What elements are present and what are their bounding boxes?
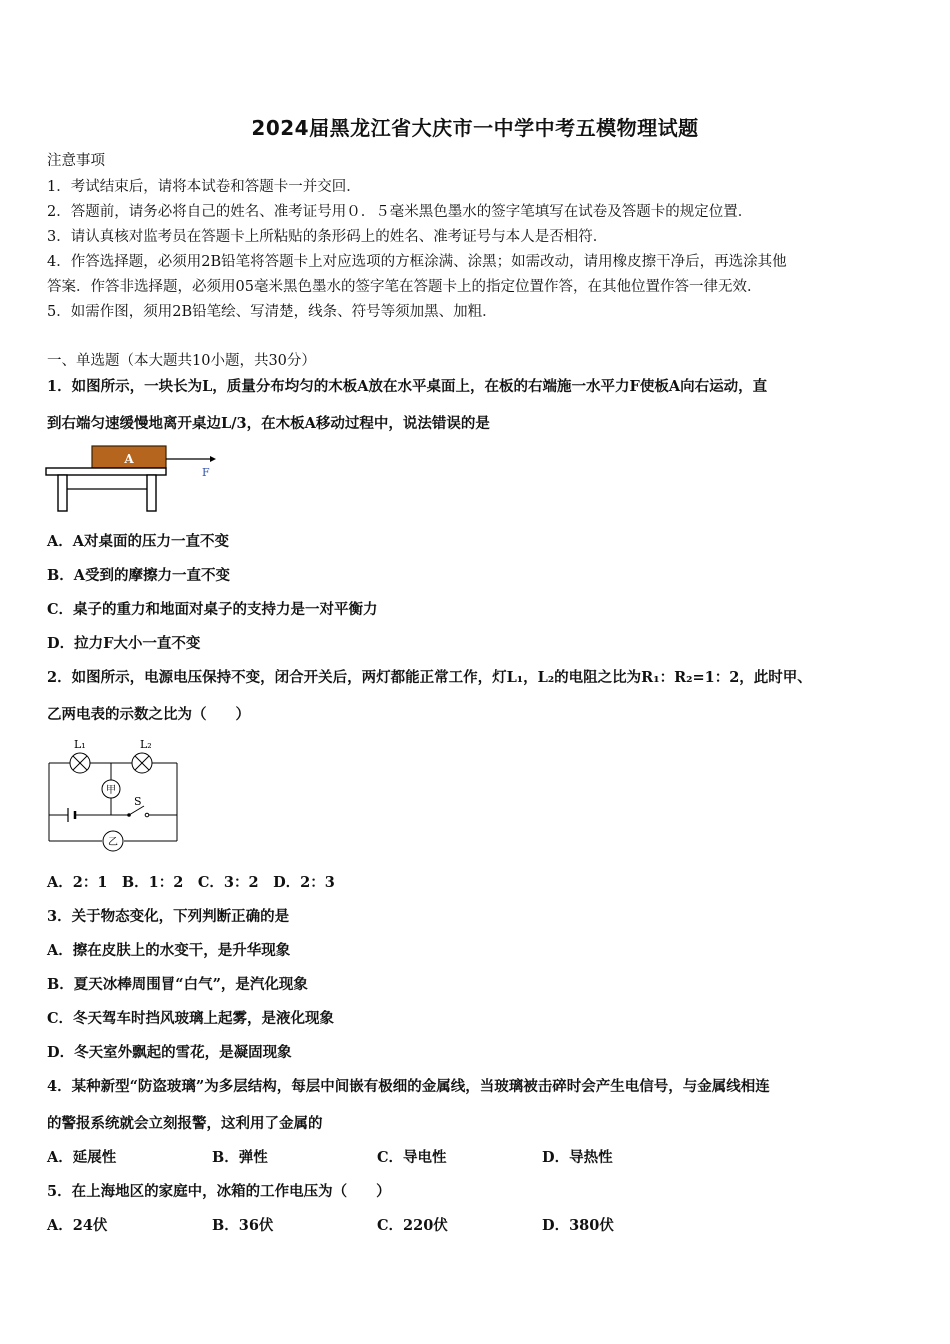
q1-table-figure (44, 442, 224, 516)
q3-option-b: B．夏天冰棒周围冒“白气”，是汽化现象 (47, 976, 308, 993)
meter-jia-label: 甲 (106, 785, 116, 796)
notice-item: 3．请认真核对监考员在答题卡上所粘贴的条形码上的姓名、准考证号与本人是否相符． (47, 229, 608, 245)
q5-option-c: C．220伏 (377, 1217, 448, 1234)
q5-stem: 5．在上海地区的家庭中，冰箱的工作电压为（ ） (47, 1183, 391, 1200)
q5-option-b: B．36伏 (212, 1217, 274, 1234)
q3-option-c: C．冬天驾车时挡风玻璃上起雾，是液化现象 (47, 1010, 335, 1027)
switch-contact (145, 813, 149, 817)
meter-yi-label: 乙 (108, 837, 118, 848)
notice-item: 答案．作答非选择题，必须用05毫米黑色墨水的签字笔在答题卡上的指定位置作答，在其他位置作答一律无效． (47, 279, 762, 295)
q1-option-c: C．桌子的重力和地面对桌子的支持力是一对平衡力 (47, 601, 378, 618)
table-leg-right (147, 475, 156, 511)
q3-option-d: D．冬天室外飘起的雪花，是凝固现象 (47, 1044, 292, 1061)
q4-stem-line1: 4．某种新型“防盗玻璃”为多层结构，每层中间嵌有极细的金属线，当玻璃被击碎时会产生电信号，与金属线相连 (47, 1078, 770, 1095)
q4-stem-line2: 的警报系统就会立刻报警，这利用了金属的 (47, 1115, 323, 1132)
switch-label: S (134, 795, 142, 808)
notice-item: 2．答题前，请务必将自己的姓名、准考证号用０．５毫米黑色墨水的签字笔填写在试卷及答题卡的规定位置． (47, 204, 753, 220)
q1-stem-line2: 到右端匀速缓慢地离开桌边L/3，在木板A移动过程中，说法错误的是 (47, 415, 490, 432)
force-label: F (202, 466, 210, 479)
q2-stem-line2: 乙两电表的示数之比为（ ） (47, 706, 250, 723)
l2-label: L₂ (140, 738, 152, 751)
q2-stem-line1: 2．如图所示，电源电压保持不变，闭合开关后，两灯都能正常工作，灯L₁，L₂的电阻之比为R₁：R₂=1：2，此时甲、 (47, 669, 812, 686)
notice-heading: 注意事项 (47, 153, 105, 169)
q5-option-a: A．24伏 (47, 1217, 108, 1234)
q4-option-b: B．弹性 (212, 1149, 268, 1166)
section-heading: 一、单选题（本大题共10小题，共30分） (47, 353, 316, 369)
q5-option-d: D．380伏 (542, 1217, 614, 1234)
board-label: A (124, 452, 134, 466)
notice-item: 4．作答选择题，必须用2B铅笔将答题卡上对应选项的方框涂满、涂黑；如需改动，请用橡皮擦干净后，再选涂其他 (47, 254, 787, 270)
force-arrow-head (210, 456, 216, 462)
q4-option-a: A．延展性 (47, 1149, 117, 1166)
l1-label: L₁ (74, 738, 86, 751)
notice-item: 5．如需作图，须用2B铅笔绘、写清楚，线条、符号等须加黑、加粗． (47, 304, 497, 320)
lamp-l1 (70, 753, 90, 773)
q1-option-d: D．拉力F大小一直不变 (47, 635, 201, 652)
q4-option-d: D．导热性 (542, 1149, 613, 1166)
table-top (46, 468, 166, 475)
table-leg-left (58, 475, 67, 511)
page-title: 2024届黑龙江省大庆市一中学中考五模物理试题 (251, 116, 699, 140)
q3-option-a: A．擦在皮肤上的水变干，是升华现象 (47, 942, 291, 959)
q3-stem: 3．关于物态变化，下列判断正确的是 (47, 908, 290, 925)
q2-options: A．2：1 B．1：2 C．3：2 D．2：3 (47, 874, 335, 891)
q1-option-a: A．A对桌面的压力一直不变 (47, 533, 229, 550)
lamp-l2 (132, 753, 152, 773)
q1-stem-line1: 1．如图所示，一块长为L，质量分布均匀的木板A放在水平桌面上，在板的右端施一水平力F使板A向右运动，直 (47, 378, 768, 395)
switch-pivot (127, 813, 131, 817)
q2-circuit-figure (44, 735, 184, 857)
q1-option-b: B．A受到的摩擦力一直不变 (47, 567, 231, 584)
q4-option-c: C．导电性 (377, 1149, 447, 1166)
notice-item: 1．考试结束后，请将本试卷和答题卡一并交回． (47, 179, 361, 195)
